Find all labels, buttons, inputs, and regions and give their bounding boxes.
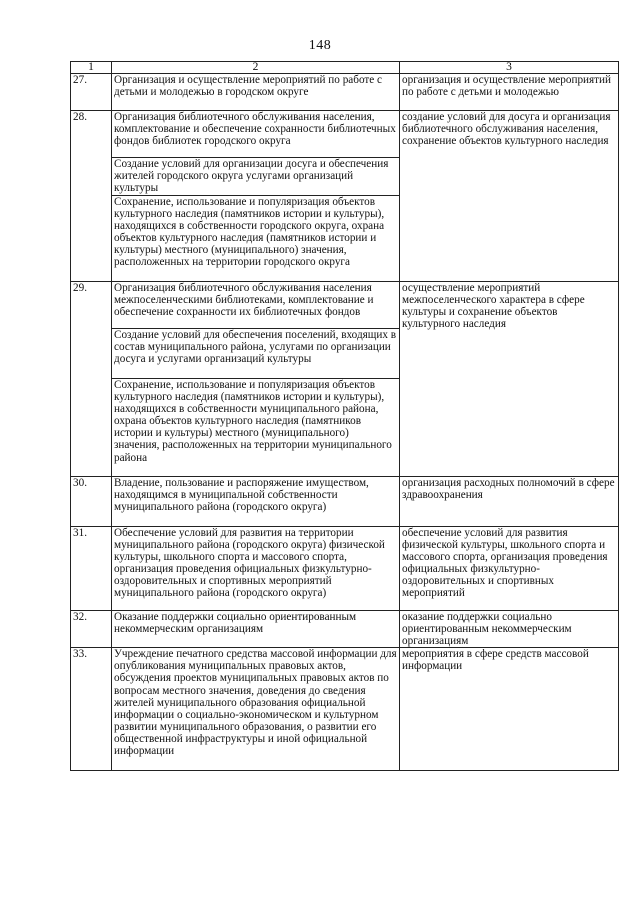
local-issue-cell: Создание условий для обеспечения поселений, входящих в состав муниципального района, услугами по организации досуга и услугами организаций культуры [112,329,400,379]
row-number: 31. [71,527,112,611]
row-number: 29. [71,282,112,477]
local-issue-cell: Сохранение, использование и популяризация объектов культурного наследия (памятников истории и культуры), находящихся в собственности городского округа, охрана объектов культурного наследия (памятников истории и культуры) местного (муниципального) значения, расположенных на территории городского округа [112,196,400,282]
row-number: 30. [71,477,112,527]
local-issue-cell: Организация библиотечного обслуживания населения межпоселенческими библиотеками, комплектование и обеспечение сохранности их библиотечных фондов [112,282,400,329]
local-issue-cell: Оказание поддержки социально ориентированным некоммерческим организациям [112,611,400,648]
local-issue-cell: Организация библиотечного обслуживания населения, комплектование и обеспечение сохранности библиотечных фондов библиотек городского округа [112,111,400,158]
expense-power-cell: обеспечение условий для развития физической культуры, школьного спорта и массового спорта, организация проведения официальных физкультурно-оздоровительных и спортивных мероприятий [400,527,619,611]
local-issue-cell: Владение, пользование и распоряжение имуществом, находящимся в муниципальной собственности муниципального района (городского округа) [112,477,400,527]
local-issue-cell: Обеспечение условий для развития на территории муниципального района (городского округа) физической культуры, школьного спорта и массового спорта, организация проведения официальных физкультурно-оздоровительных и спортивных мероприятий муниципального района (городского округа) [112,527,400,611]
table-row [71,111,619,158]
expense-power-cell: организация и осуществление мероприятий по работе с детьми и молодежью [400,74,619,111]
local-issue-cell: Сохранение, использование и популяризация объектов культурного наследия (памятников истории и культуры), находящихся в собственности муниципального района, охрана объектов культурного наследия (памятников истории и культуры) местного (муниципального) значения, расположенных на территории муниципального района [112,379,400,477]
expense-power-cell: мероприятия в сфере средств массовой информации [400,648,619,771]
local-issue-cell: Создание условий для организации досуга и обеспечения жителей городского округа услугами организаций культуры [112,158,400,196]
expense-power-cell: осуществление мероприятий межпоселенческого характера в сфере культуры и сохранение объектов культурного наследия [400,282,619,477]
table-row [71,74,619,111]
table-row [71,611,619,648]
local-issue-cell: Учреждение печатного средства массовой информации для опубликования муниципальных правовых актов, обсуждения проектов муниципальных правовых актов по вопросам местного значения, доведения до сведения жителей муниципального образования официальной информации о социально-экономическом и культурном развитии муниципального образования, о развитии его общественной инфраструктуры и иной официальной информации [112,648,400,771]
column-header-3: 3 [400,62,619,74]
header-row [71,62,619,74]
page-number: 148 [308,38,332,53]
table-row [71,477,619,527]
row-number: 33. [71,648,112,771]
column-header-1: 1 [71,62,112,74]
powers-table [70,61,619,771]
expense-power-cell: организация расходных полномочий в сфере здравоохранения [400,477,619,527]
local-issue-cell: Организация и осуществление мероприятий по работе с детьми и молодежью в городском округе [112,74,400,111]
column-header-2: 2 [112,62,400,74]
table-row [71,648,619,771]
expense-power-cell: оказание поддержки социально ориентированным некоммерческим организациям [400,611,619,648]
table-row [71,282,619,329]
row-number: 28. [71,111,112,282]
table-row [71,527,619,611]
row-number: 27. [71,74,112,111]
row-number: 32. [71,611,112,648]
expense-power-cell: создание условий для досуга и организация библиотечного обслуживания населения, сохранение объектов культурного наследия [400,111,619,282]
